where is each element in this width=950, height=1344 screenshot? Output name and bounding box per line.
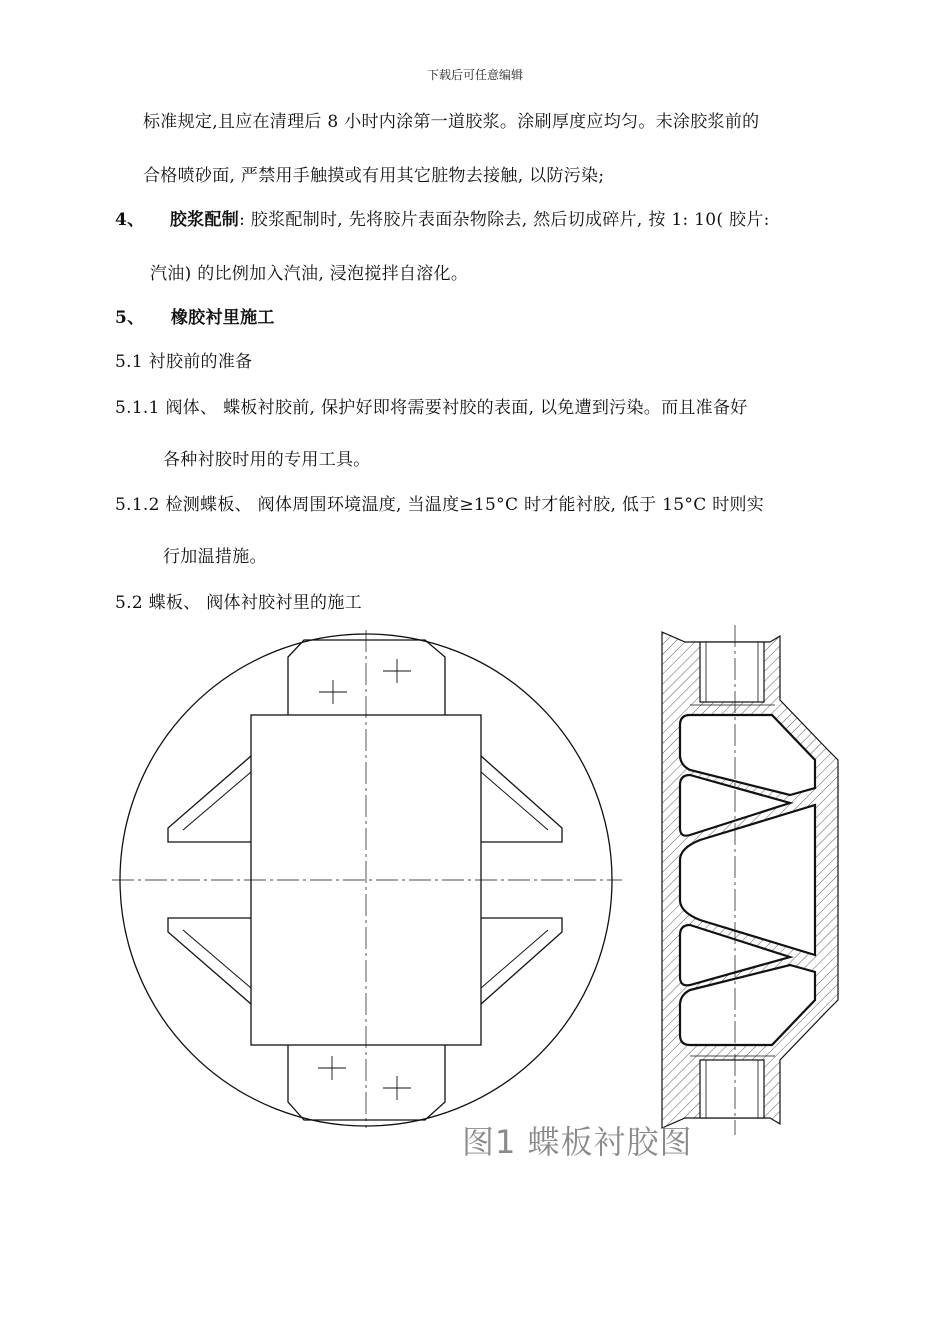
rib-lower-left xyxy=(168,918,251,1004)
paragraph-line: 5.1.2 检测蝶板、 阀体周围环境温度, 当温度≥15°C 时才能衬胶, 低于 15°C 时则实 xyxy=(115,495,765,515)
hub-marks xyxy=(318,659,411,1100)
rib-lower-right xyxy=(481,918,562,1004)
page-header: 下载后可任意编辑 xyxy=(426,68,523,82)
bottom-hub xyxy=(288,1045,445,1120)
section-view xyxy=(662,625,838,1135)
paragraph-line: 行加温措施。 xyxy=(163,547,267,567)
item-4-text: : 胶浆配制时, 先将胶片表面杂物除去, 然后切成碎片, 按 1: 10( 胶片: xyxy=(239,210,770,230)
paragraph-line: 5.1.1 阀体、 蝶板衬胶前, 保护好即将需要衬胶的表面, 以免遭到污染。而且准备好 xyxy=(115,398,748,418)
top-hub xyxy=(288,640,445,715)
item-4 xyxy=(115,205,770,230)
item-5 xyxy=(115,303,275,328)
item-5-title: 橡胶衬里施工 xyxy=(170,308,275,328)
figure-caption: 图1 蝶板衬胶图 xyxy=(462,1123,693,1161)
rib-upper-left xyxy=(168,756,251,842)
rib-upper-right xyxy=(481,756,562,842)
top-bore xyxy=(700,642,764,702)
item-5-number: 5、 xyxy=(115,308,145,328)
front-view xyxy=(112,630,622,1128)
bottom-bore xyxy=(700,1060,764,1118)
butterfly-plate-drawing xyxy=(0,620,950,1180)
section-heading: 5.2 蝶板、 阀体衬胶衬里的施工 xyxy=(115,593,362,613)
paragraph-line: 标准规定,且应在清理后 8 小时内涂第一道胶浆。涂刷厚度应均匀。未涂胶浆前的 xyxy=(143,112,760,132)
paragraph-line: 各种衬胶时用的专用工具。 xyxy=(163,450,371,470)
item-4-title: 胶浆配制 xyxy=(169,210,240,230)
paragraph-line: 汽油) 的比例加入汽油, 浸泡搅拌自溶化。 xyxy=(150,264,469,284)
paragraph-line: 合格喷砂面, 严禁用手触摸或有用其它脏物去接触, 以防污染; xyxy=(143,166,605,186)
section-heading: 5.1 衬胶前的准备 xyxy=(115,352,253,372)
item-4-number: 4、 xyxy=(115,210,145,230)
